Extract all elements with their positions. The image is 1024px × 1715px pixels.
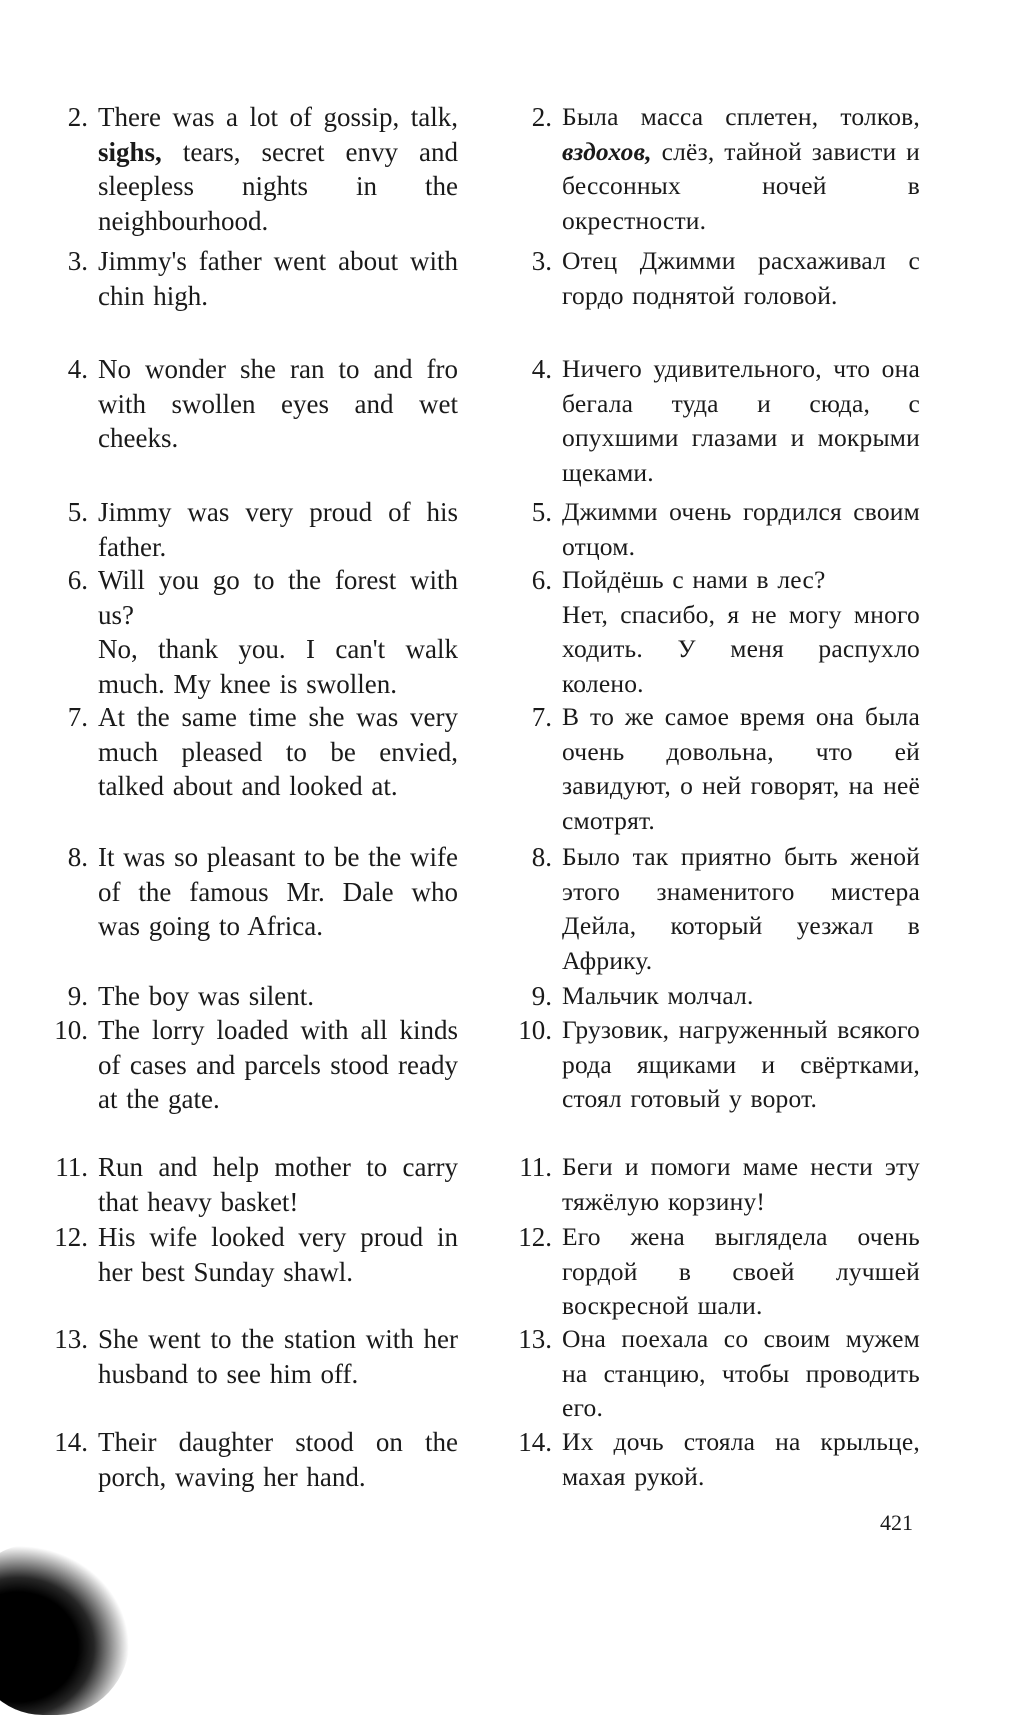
item-number: 13. — [518, 1324, 552, 1354]
item-text: The lorry loaded with all kinds of cases and parcels stood ready at the gate. — [98, 1015, 458, 1114]
item-text: There was a lot of gossip, talk, sighs, tears, secret envy and sleepless nights in the neighbourhood. — [98, 102, 458, 236]
item-number: 2. — [531, 102, 552, 132]
item-text: Their daughter stood on the porch, waving her hand. — [98, 1427, 458, 1492]
item-number: 4. — [531, 354, 552, 384]
item-text: His wife looked very proud in her best Sunday shawl. — [98, 1222, 458, 1287]
item-text: Было так приятно быть женой этого знаменитого мистера Дейла, который уезжал в Африку. — [562, 842, 920, 975]
item-number: 11. — [55, 1152, 88, 1182]
item-number: 4. — [67, 354, 88, 384]
item-text: Jimmy was very proud of his father. — [98, 497, 458, 562]
item-number: 3. — [531, 246, 552, 276]
item-number: 7. — [531, 702, 552, 732]
item-text: Она поехала со своим мужем на станцию, чтобы проводить его. — [562, 1324, 920, 1422]
item-text: Его жена выглядела очень гордой в своей лучшей воскресной шали. — [562, 1222, 920, 1320]
item-number: 12. — [54, 1222, 88, 1252]
item-number: 6. — [67, 565, 88, 595]
item-text: Грузовик, нагруженный всякого рода ящиками и свёртками, стоял готовый у ворот. — [562, 1015, 920, 1113]
page-number: 421 — [880, 1510, 913, 1535]
item-text: Их дочь стояла на крыльце, махая рукой. — [562, 1427, 920, 1491]
item-number: 14. — [518, 1427, 552, 1457]
item-number: 5. — [531, 497, 552, 527]
item-text: The boy was silent. — [98, 981, 314, 1011]
item-text: At the same time she was very much pleased to be envied, talked about and looked at. — [98, 702, 458, 801]
item-number: 2. — [67, 102, 88, 132]
item-number: 7. — [67, 702, 88, 732]
item-text: Run and help mother to carry that heavy basket! — [98, 1152, 458, 1217]
item-text: Мальчик молчал. — [562, 981, 754, 1010]
item-text: Была масса сплетен, толков, вздохов, слёз, тайной зависти и бессонных ночей в окрестности. — [562, 102, 920, 235]
item-number: 9. — [67, 981, 88, 1011]
item-number: 12. — [518, 1222, 552, 1252]
item-number: 10. — [518, 1015, 552, 1045]
item-text: В то же самое время она была очень довольна, что ей завидуют, о ней говорят, на неё смотрят. — [562, 702, 920, 835]
item-number: 6. — [531, 565, 552, 595]
item-text: Will you go to the forest with us? No, thank you. I can't walk much. My knee is swollen. — [98, 565, 458, 699]
item-text: Джимми очень гордился своим отцом. — [562, 497, 920, 561]
item-number: 14. — [54, 1427, 88, 1457]
item-number: 5. — [67, 497, 88, 527]
item-number: 9. — [531, 981, 552, 1011]
scan-smudge — [0, 1545, 130, 1715]
item-text: She went to the station with her husband to see him off. — [98, 1324, 458, 1389]
item-number: 8. — [67, 842, 88, 872]
item-number: 10. — [54, 1015, 88, 1045]
item-number: 3. — [67, 246, 88, 276]
item-text: Пойдёшь с нами в лес? Нет, спасибо, я не могу много ходить. У меня распухло колено. — [562, 565, 920, 698]
item-number: 8. — [531, 842, 552, 872]
item-text: Jimmy's father went about with chin high. — [98, 246, 458, 311]
item-number: 13. — [54, 1324, 88, 1354]
item-text: Отец Джимми расхаживал с гордо поднятой головой. — [562, 246, 920, 310]
item-text: It was so pleasant to be the wife of the famous Mr. Dale who was going to Africa. — [98, 842, 458, 941]
item-text: Ничего удивительного, что она бегала туда и сюда, с опухшими глазами и мокрыми щеками. — [562, 354, 920, 487]
item-text: Беги и помоги маме нести эту тяжёлую корзину! — [562, 1152, 920, 1216]
item-text: No wonder she ran to and fro with swollen eyes and wet cheeks. — [98, 354, 458, 453]
item-number: 11. — [519, 1152, 552, 1182]
